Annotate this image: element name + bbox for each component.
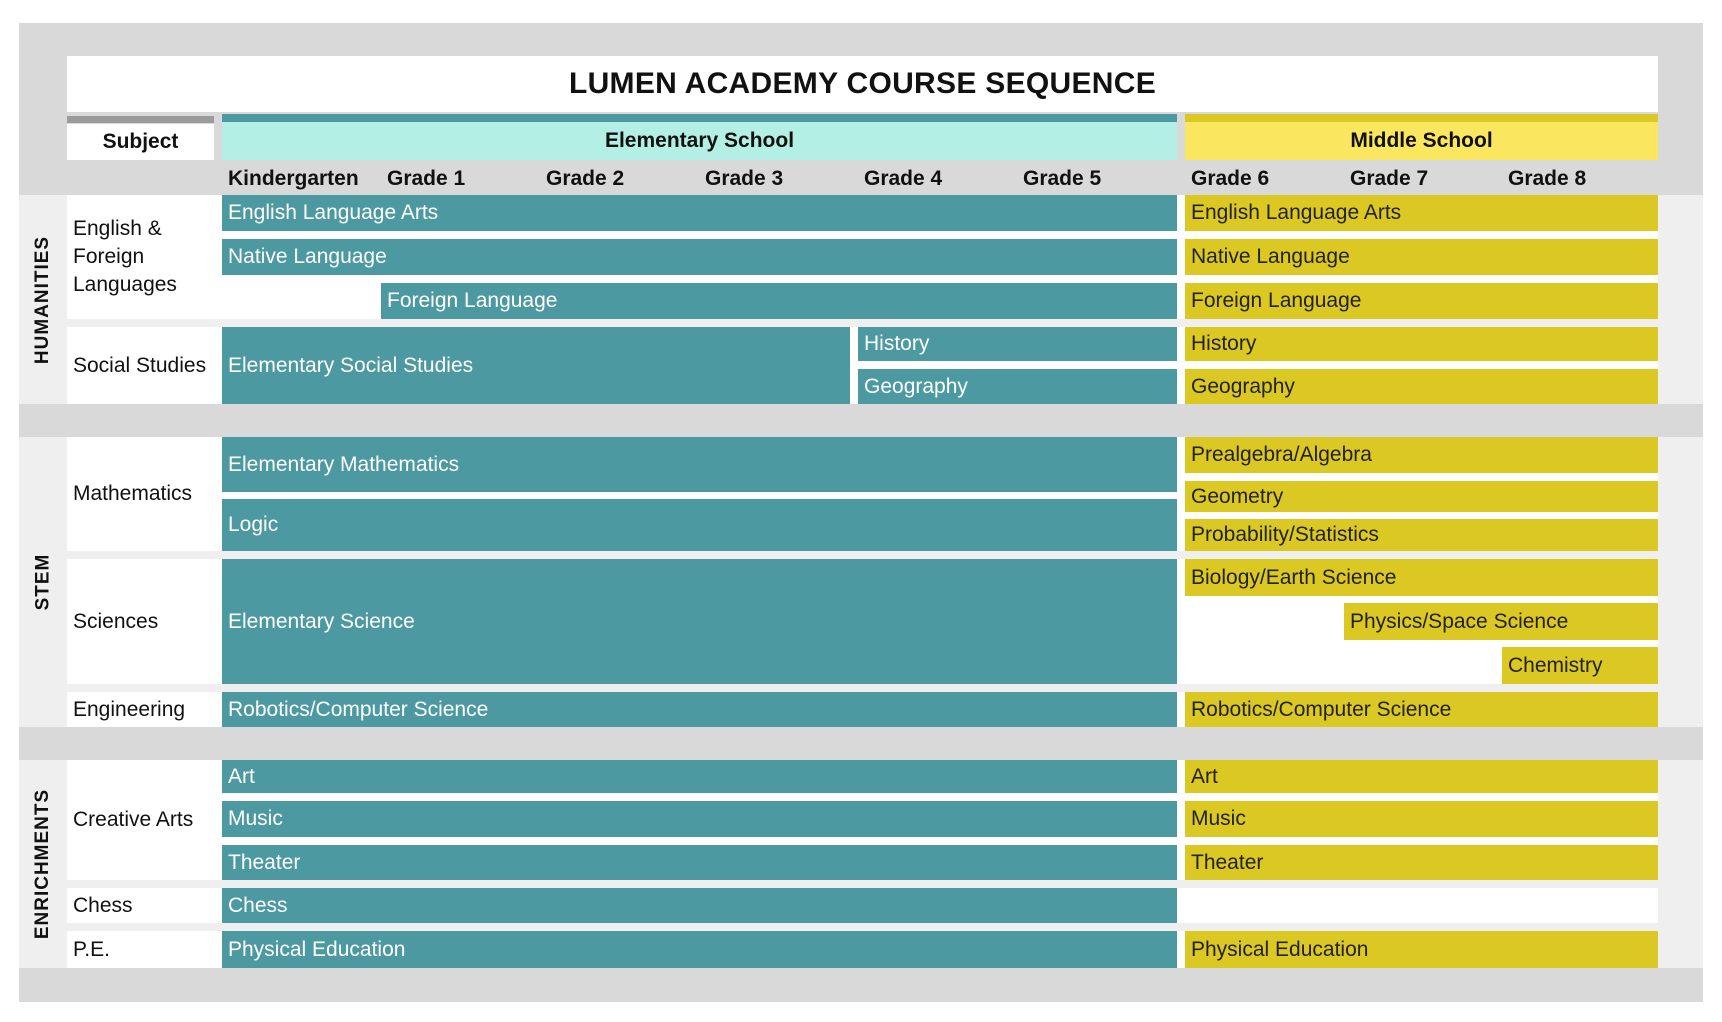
course-elementary-history: History [858, 327, 1177, 361]
course-middle-prealgebra-algebra: Prealgebra/Algebra [1185, 437, 1658, 473]
course-middle-geography: Geography [1185, 369, 1658, 404]
course-elementary-english-language-arts: English Language Arts [222, 195, 1177, 231]
course-elementary-social-studies: Elementary Social Studies [222, 327, 850, 404]
subject-social-studies: Social Studies [73, 353, 207, 377]
page-title: LUMEN ACADEMY COURSE SEQUENCE [67, 56, 1658, 112]
subject-header-rule [67, 116, 214, 123]
course-elementary-theater: Theater [222, 845, 1177, 880]
subject-creative-arts: Creative Arts [73, 808, 194, 831]
middle-header-rule [1185, 114, 1658, 122]
grade-label-3: Grade 3 [705, 167, 784, 190]
grade-label-5: Grade 5 [1023, 167, 1102, 190]
course-elementary-science: Elementary Science [222, 559, 1177, 684]
subject-sciences: Sciences [73, 609, 159, 633]
elementary-header-rule [222, 114, 1177, 122]
course-middle-art: Art [1185, 760, 1658, 793]
course-middle-history: History [1185, 327, 1658, 361]
course-middle-foreign-language: Foreign Language [1185, 283, 1658, 319]
course-middle-robotics-computer-science: Robotics/Computer Science [1185, 692, 1658, 727]
course-elementary-foreign-language: Foreign Language [381, 283, 1177, 319]
category-enrichments: ENRICHMENTS [32, 788, 53, 940]
grade-label-8: Grade 8 [1508, 167, 1587, 190]
course-middle-biology-earth-science: Biology/Earth Science [1185, 559, 1658, 596]
grade-label-2: Grade 2 [546, 167, 625, 190]
subject-header: Subject [67, 124, 214, 160]
category-stem: STEM [32, 553, 53, 611]
course-elementary-native-language: Native Language [222, 239, 1177, 275]
subject-chess: Chess [73, 893, 133, 917]
course-elementary-art: Art [222, 760, 1177, 793]
elementary-school-header: Elementary School [222, 122, 1177, 160]
course-middle-native-language: Native Language [1185, 239, 1658, 275]
category-humanities: HUMANITIES [32, 235, 54, 364]
grade-label-kindergarten: Kindergarten [228, 167, 359, 190]
subject-pe: P.E. [73, 937, 110, 961]
course-middle-physical-education: Physical Education [1185, 931, 1658, 968]
course-middle-chemistry: Chemistry [1502, 647, 1658, 684]
middle-school-header: Middle School [1185, 122, 1658, 160]
subject-english-foreign-languages: English & Foreign Languages [73, 217, 177, 296]
course-elementary-physical-education: Physical Education [222, 931, 1177, 968]
grade-label-1: Grade 1 [387, 167, 466, 190]
course-elementary-logic: Logic [222, 499, 1177, 551]
course-elementary-mathematics: Elementary Mathematics [222, 437, 1177, 492]
subject-engineering: Engineering [73, 697, 186, 721]
course-elementary-geography: Geography [858, 369, 1177, 404]
subject-mathematics: Mathematics [73, 482, 193, 505]
course-middle-music: Music [1185, 801, 1658, 837]
grade-label-7: Grade 7 [1350, 167, 1429, 190]
course-elementary-robotics-computer-science: Robotics/Computer Science [222, 692, 1177, 727]
course-middle-theater: Theater [1185, 845, 1658, 880]
course-elementary-chess: Chess [222, 888, 1177, 923]
grade-label-4: Grade 4 [864, 167, 943, 190]
grade-label-6: Grade 6 [1191, 167, 1270, 190]
course-middle-physics-space-science: Physics/Space Science [1344, 603, 1658, 640]
course-middle-english-language-arts: English Language Arts [1185, 195, 1658, 231]
course-middle-probability-statistics: Probability/Statistics [1185, 519, 1658, 551]
course-middle-geometry: Geometry [1185, 481, 1658, 512]
course-elementary-music: Music [222, 801, 1177, 837]
